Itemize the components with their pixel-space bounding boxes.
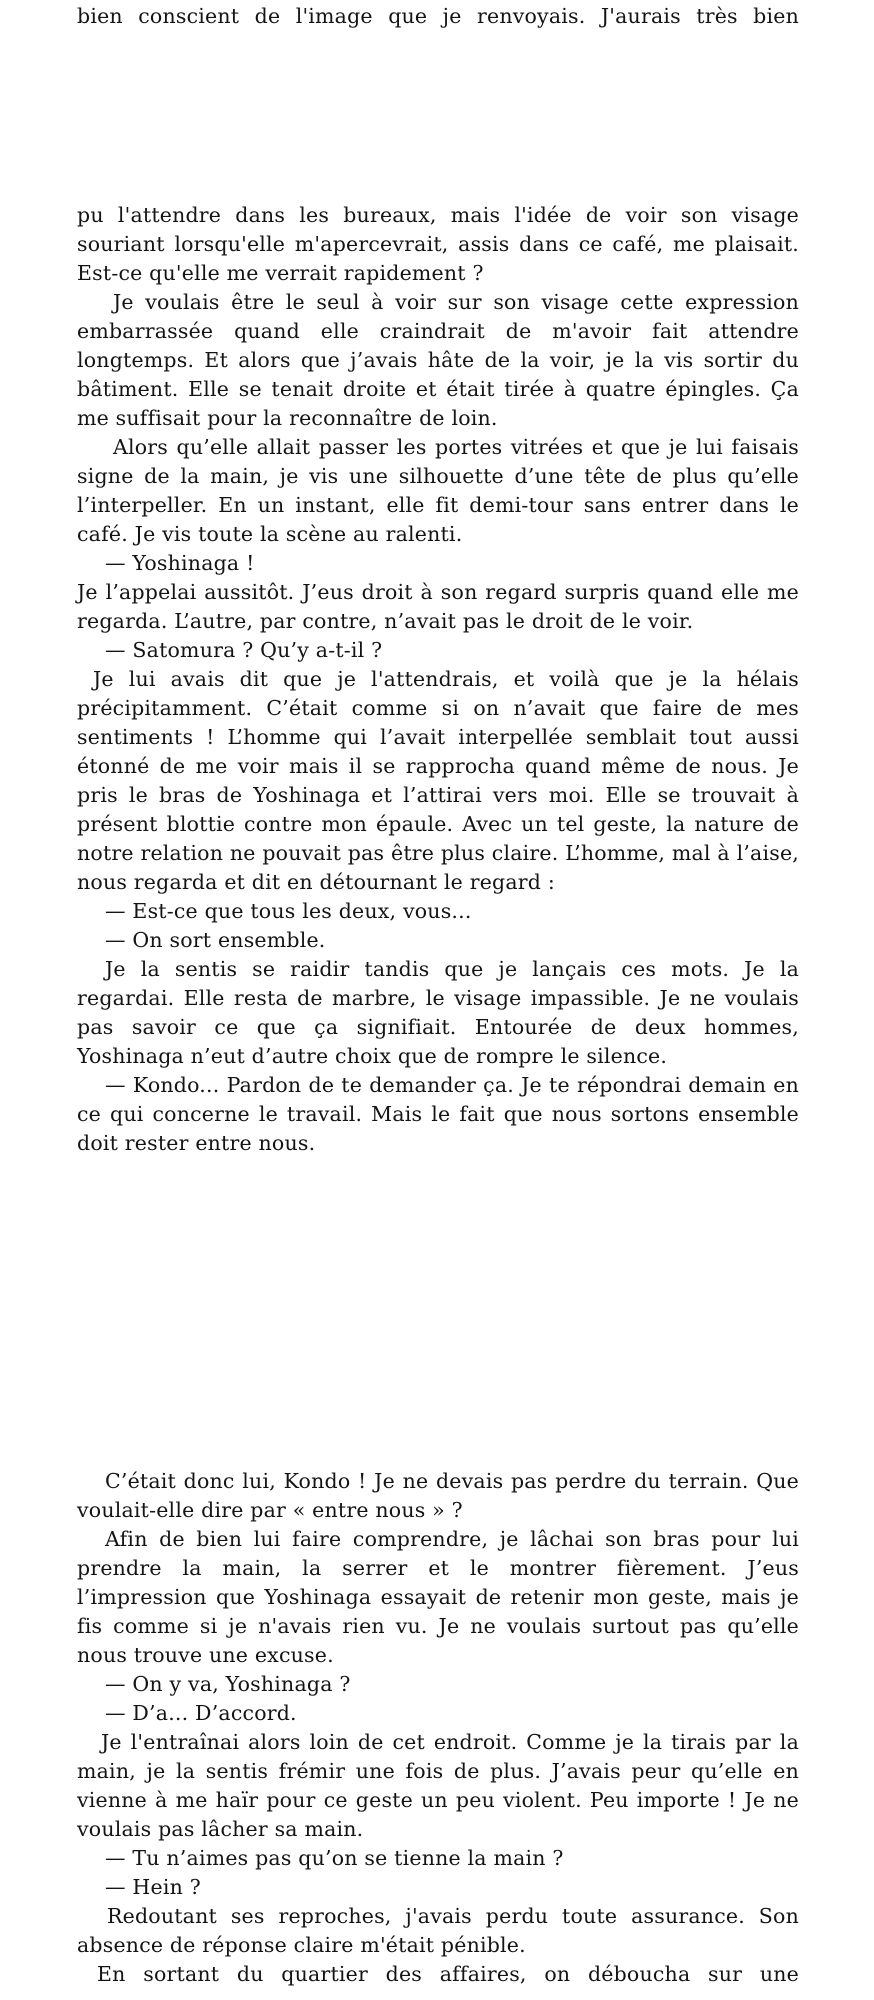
paragraph: Redoutant ses reproches, j'avais perdu toute assurance. Son absence de réponse claire m'était pénible. (77, 1904, 799, 1957)
dialogue-line: — Satomura ? Qu’y a-t-il ? (105, 638, 383, 662)
paragraph: En sortant du quartier des affaires, on déboucha sur une (97, 1962, 799, 1986)
dialogue-line: — D’a... D’accord. (105, 1701, 297, 1725)
dialogue-line: — On y va, Yoshinaga ? (105, 1672, 351, 1696)
paragraph: C’était donc lui, Kondo ! Je ne devais pas perdre du terrain. Que voulait-elle dire par « entre nous » ? (77, 1469, 799, 1522)
page-top-text (77, 2, 799, 31)
dialogue-line: — Kondo... Pardon de te demander ça. Je te répondrai demain en ce qui concerne le travail. Mais le fait que nous sortons ensemble doit rester entre nous. (77, 1073, 799, 1155)
paragraph: bien conscient de l'image que je renvoyais. J'aurais très bien (77, 4, 799, 28)
paragraph: Je la sentis se raidir tandis que je lançais ces mots. Je la regardai. Elle resta de marbre, le visage impassible. Je ne voulais pas savoir ce que ça signifiait. Entourée de deux hommes, Yoshinaga n’eut d’autre choix que de rompre le silence. (77, 957, 799, 1068)
paragraph: Je lui avais dit que je l'attendrais, et voilà que je la hélais précipitamment. C’était comme si on n’avait que faire de mes sentiments ! L’homme qui l’avait interpellée semblait tout aussi étonné de me voir mais il se rapprocha quand même de nous. Je pris le bras de Yoshinaga et l’attirai vers moi. Elle se trouvait à présent blottie contre mon épaule. Avec un tel geste, la nature de notre relation ne pouvait pas être plus claire. L’homme, mal à l’aise, nous regarda et dit en détournant le regard : (77, 667, 799, 894)
dialogue-line: — Hein ? (105, 1875, 201, 1899)
paragraph: Je l’appelai aussitôt. J’eus droit à son regard surpris quand elle me regarda. L’autre, par contre, n’avait pas le droit de le voir. (77, 580, 799, 633)
flower-divider-top (0, 38, 874, 118)
flower-divider-middle (0, 1275, 874, 1355)
paragraph: pu l'attendre dans les bureaux, mais l'idée de voir son visage souriant lorsqu'elle m'apercevrait, assis dans ce café, me plaisait. Est-ce qu'elle me verrait rapidement ? (77, 203, 799, 285)
text-section-1 (77, 201, 799, 1158)
text-section-2 (77, 1467, 799, 1989)
paragraph: Je l'entraînai alors loin de cet endroit. Comme je la tirais par la main, je la sentis frémir une fois de plus. J’avais peur qu’elle en vienne à me haïr pour ce geste un peu violent. Peu importe ! Je ne voulais pas lâcher sa main. (77, 1730, 799, 1841)
paragraph: Alors qu’elle allait passer les portes vitrées et que je lui faisais signe de la main, je vis une silhouette d’une tête de plus qu’elle l’interpeller. En un instant, elle fit demi-tour sans entrer dans le café. Je vis toute la scène au ralenti. (77, 435, 799, 546)
dialogue-line: — Est-ce que tous les deux, vous... (105, 899, 472, 923)
dialogue-line: — On sort ensemble. (105, 928, 326, 952)
paragraph: Afin de bien lui faire comprendre, je lâchai son bras pour lui prendre la main, la serrer et le montrer fièrement. J’eus l’impression que Yoshinaga essayait de retenir mon geste, mais je fis comme si je n'avais rien vu. Je ne voulais surtout pas qu’elle nous trouve une excuse. (77, 1527, 799, 1667)
dialogue-line: — Tu n’aimes pas qu’on se tienne la main ? (105, 1846, 564, 1870)
paragraph: Je voulais être le seul à voir sur son visage cette expression embarrassée quand elle craindrait de m'avoir fait attendre longtemps. Et alors que j’avais hâte de la voir, je la vis sortir du bâtiment. Elle se tenait droite et était tirée à quatre épingles. Ça me suffisait pour la reconnaître de loin. (77, 290, 799, 430)
dialogue-line: — Yoshinaga ! (105, 551, 255, 575)
